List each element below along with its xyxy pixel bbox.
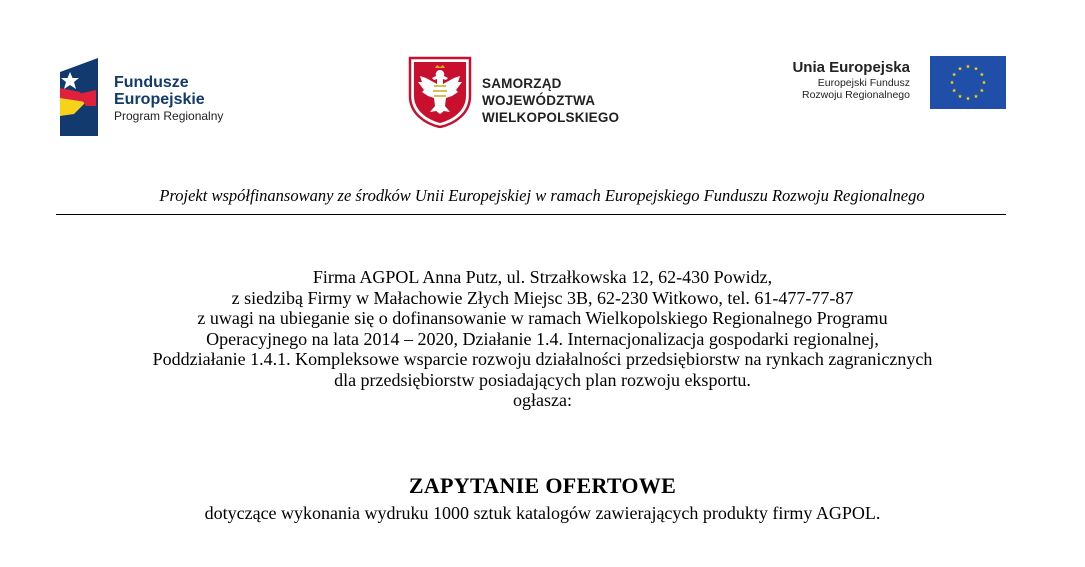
eu-flag-icon xyxy=(930,56,1006,109)
body-line: dla przedsiębiorstw posiadających plan rozwoju eksportu. xyxy=(334,369,751,390)
fundusze-europejskie-emblem-icon xyxy=(60,58,100,138)
document-subheading: dotyczące wykonania wydruku 1000 sztuk katalogów zawierających produkty firmy AGPOL. xyxy=(204,503,881,523)
fe-subtitle: Program Regionalny xyxy=(114,109,224,123)
samorzad-wielkopolski-logo xyxy=(408,56,668,128)
announcement-body xyxy=(30,267,1055,411)
cofinancing-statement: Projekt współfinansowany ze środków Unii Europejskiej w ramach Europejskiego Funduszu Rozwoju Regionalnego xyxy=(159,186,925,205)
wlkp-line1: SAMORZĄD WOJEWÓDZTWA xyxy=(482,76,596,108)
wlkp-line2: WIELKOPOLSKIEGO xyxy=(482,110,620,125)
body-line: z siedzibą Firmy w Małachowie Złych Miejsc 3B, 62-230 Witkowo, tel. 61-477-77-87 xyxy=(231,287,854,308)
logo-bar xyxy=(0,0,1085,140)
ue-title: Unia Europejska xyxy=(792,59,910,76)
fe-title-line1: Fundusze xyxy=(114,74,189,91)
wielkopolska-eagle-crest-icon xyxy=(408,56,472,128)
body-line: z uwagi na ubieganie się o dofinansowanie w ramach Wielkopolskiego Regionalnego Programu xyxy=(197,308,888,328)
body-line: Poddziałanie 1.4.1. Kompleksowe wsparcie rozwoju działalności przedsiębiorstw na rynkach zagranicznych xyxy=(152,349,933,369)
body-line: Firma AGPOL Anna Putz, ul. Strzałkowska 12, 62-430 Powidz, xyxy=(312,267,773,287)
fundusze-europejskie-text xyxy=(114,74,223,124)
body-line: Operacyjnego na lata 2014 – 2020, Działanie 1.4. Internacjonalizacja gospodarki regionalnej, xyxy=(206,328,879,349)
fundusze-europejskie-logo xyxy=(60,58,260,138)
unia-europejska-text xyxy=(792,58,910,101)
unia-europejska-logo xyxy=(770,56,1010,116)
ue-sub-line1: Europejski Fundusz xyxy=(817,77,910,89)
document-heading: ZAPYTANIE OFERTOWE xyxy=(408,473,677,498)
header-divider xyxy=(56,214,1006,215)
body-line: ogłasza: xyxy=(513,390,572,410)
ue-sub-line2: Rozwoju Regionalnego xyxy=(802,89,910,101)
samorzad-wielkopolski-text xyxy=(482,75,668,126)
fe-title-line2: Europejskie xyxy=(114,91,205,108)
